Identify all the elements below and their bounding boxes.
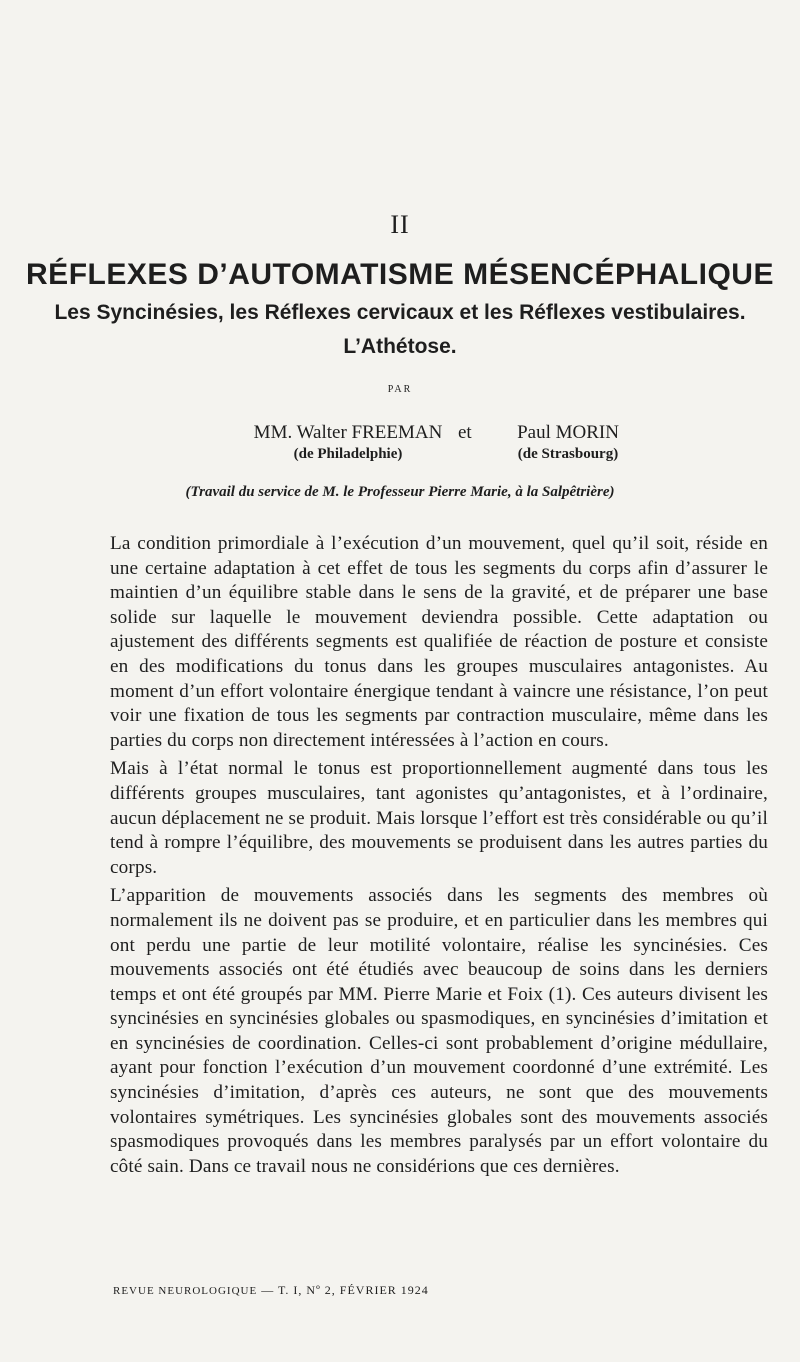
author-name: Paul MORIN [517,422,619,443]
article-subtitle: Les Syncinésies, les Réflexes cervicaux et les Réflexes vestibulaires. [54,301,746,324]
article-title: RÉFLEXES D’AUTOMATISME MÉSENCÉPHALIQUE [26,258,774,291]
author-morin [468,422,668,463]
journal-name: REVUE NEUROLOGIQUE [113,1285,258,1297]
section-numeral: II [390,210,410,239]
work-note: (Travail du service de M. le Professeur Pierre Marie, à la Salpêtrière) [185,484,615,500]
page-footer [113,1283,613,1298]
body-paragraph: L’apparition de mouvements associés dans les segments des membres où normalement ils ne doivent pas se produire, et en particulier dans les membres qui ont perdu une partie de leur motilité volontaire, réalise les syncinésies. Ces mouvements associés ont été étudiés avec beaucoup de soins dans les derniers temps et ont été groupés par MM. Pierre Marie et Foix (1). Ces auteurs divisent les syncinésies en syncinésies globales ou spasmodiques, en syncinésies d’imitation et en syncinésies de coordination. Celles-ci sont probablement d’origine médullaire, ayant pour fonction l’exécution d’un mouvement coordonné d’une extrémité. Les syncinésies d’imitation, d’après ces auteurs, ne sont que des mouvements volontaires symétriques. Les syncinésies globales sont des mouvements associés spasmodiques provoqués dans les membres paralysés par un effort volontaire du côté sain. Dans ce travail nous ne considérions que ces dernières. [110,885,768,1177]
journal-issue: — T. I, Nº 2, FÉVRIER 1924 [261,1283,429,1297]
body-paragraph: Mais à l’état normal le tonus est proportionnellement augmenté dans tous les différents groupes musculaires, tant agonistes qu’antagonistes, et à l’ordinaire, aucun déplacement ne se produit. Mais lorsque l’effort est très considérable ou qu’il tend à rompre l’équilibre, des mouvements se produisent dans les autres parties du corps. [110,758,768,878]
author-affiliation: (de Philadelphie) [293,446,403,462]
author-block [0,422,800,472]
author-conjunction: et [458,422,472,443]
author-name: MM. Walter FREEMAN [253,422,443,443]
by-line: PAR [387,384,413,395]
article-body [110,532,768,1183]
author-freeman [228,422,468,463]
body-paragraph: La condition primordiale à l’exécution d’un mouvement, quel qu’il soit, réside en une certaine adaptation à cet effet de tous les segments du corps afin d’assurer le maintien d’un équilibre stable dans le sens de la gravité, et de préparer une base solide sur laquelle le mouvement deviendra possible. Cette adaptation ou ajustement des différents segments est qualifiée de réaction de posture et consiste en des modifications du tonus dans les groupes musculaires antagonistes. Au moment d’un effort volontaire énergique tendant à vaincre une résistance, l’on peut voir une fixation de tous les segments par contraction musculaire, même dans les parties du corps non directement intéressées à l’action en cours. [110,533,768,751]
article-subtitle-second: L’Athétose. [343,335,457,358]
author-affiliation: (de Strasbourg) [517,446,619,462]
